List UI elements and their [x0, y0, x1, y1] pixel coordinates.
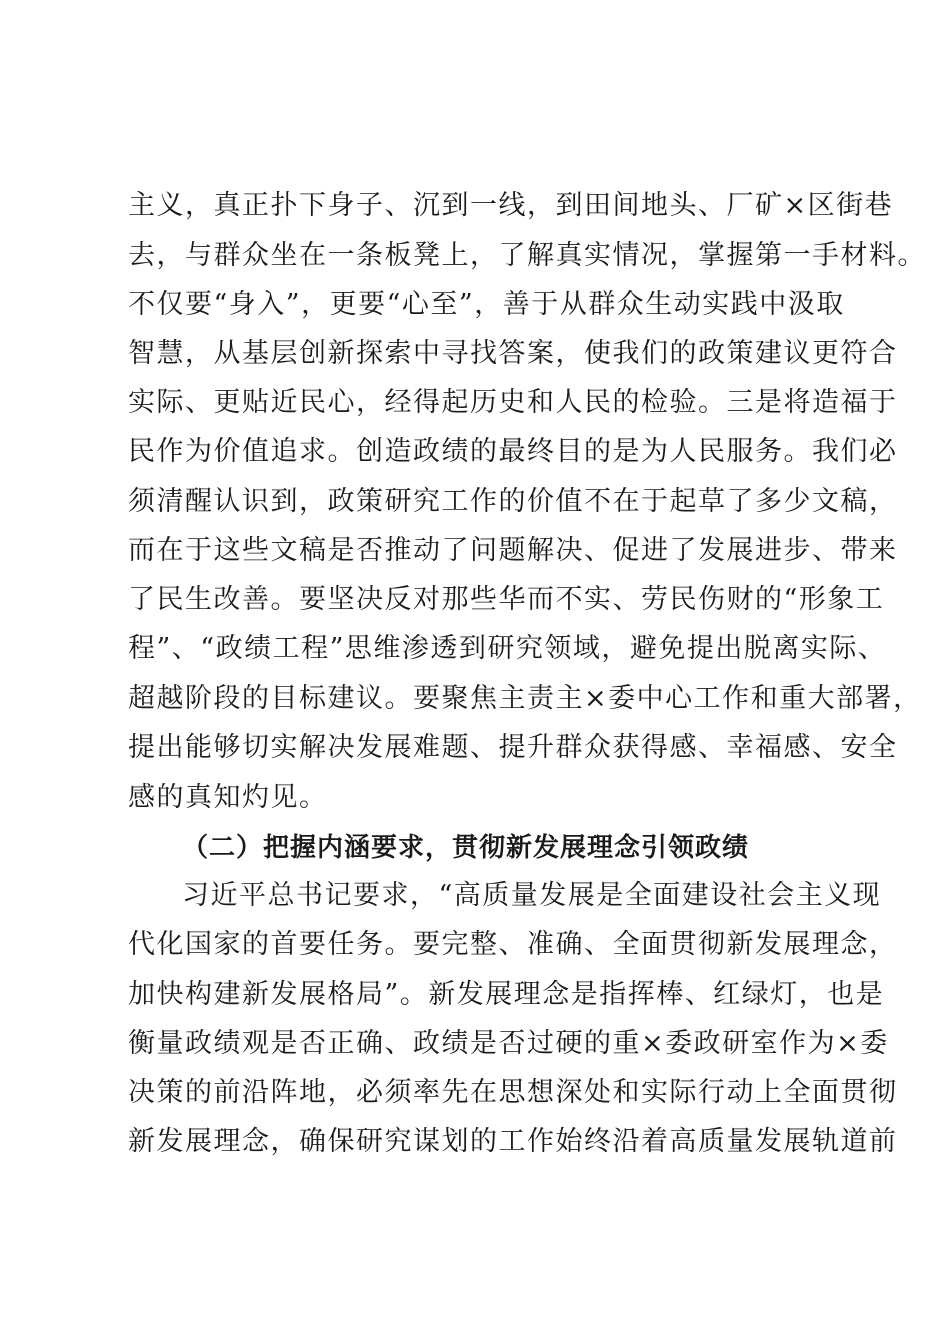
text-line: 程”、“政绩工程”思维渗透到研究领域，避免提出脱离实际、 — [128, 633, 887, 664]
text-line: 新发展理念，确保研究谋划的工作始终沿着高质量发展轨道前 — [128, 1126, 898, 1157]
text-line: 衡量政绩观是否正确、政绩是否过硬的重×委政研室作为×委 — [128, 1028, 889, 1059]
text-line: 实际、更贴近民心，经得起历史和人民的检验。三是将造福于 — [128, 387, 898, 418]
text-line: 民作为价值追求。创造政绩的最终目的是为人民服务。我们必 — [128, 436, 898, 467]
text-line: 代化国家的首要任务。要完整、准确、全面贯彻新发展理念， — [128, 929, 898, 960]
text-line: 主义，真正扑下身子、沉到一线，到田间地头、厂矿×区街巷 — [128, 190, 894, 221]
text-line: 超越阶段的目标建议。要聚焦主责主×委中心工作和重大部署， — [128, 683, 922, 714]
text-line: 而在于这些文稿是否推动了问题解决、促进了发展进步、带来 — [128, 535, 898, 566]
text-line: 不仅要“身入”，更要“心至”，善于从群众生动实践中汲取 — [128, 289, 845, 320]
text-line: 去，与群众坐在一条板凳上，了解真实情况，掌握第一手材料。 — [128, 240, 926, 271]
text-line: 智慧，从基层创新探索中寻找答案，使我们的政策建议更符合 — [128, 338, 898, 369]
text-line: 决策的前沿阵地，必须率先在思想深处和实际行动上全面贯彻 — [128, 1077, 898, 1108]
text-line: 了民生改善。要坚决反对那些华而不实、劳民伤财的“形象工 — [128, 584, 885, 615]
text-line: 感的真知灼见。 — [128, 782, 328, 813]
text-line: 须清醒认识到，政策研究工作的价值不在于起草了多少文稿， — [128, 486, 898, 517]
section-heading: （二）把握内涵要求，贯彻新发展理念引领政绩 — [182, 833, 750, 863]
text-line: 提出能够切实解决发展难题、提升群众获得感、幸福感、安全 — [128, 732, 898, 763]
text-line: 加快构建新发展格局”。新发展理念是指挥棒、红绿灯，也是 — [128, 979, 885, 1010]
text-line: 习近平总书记要求，“高质量发展是全面建设社会主义现 — [182, 880, 882, 911]
